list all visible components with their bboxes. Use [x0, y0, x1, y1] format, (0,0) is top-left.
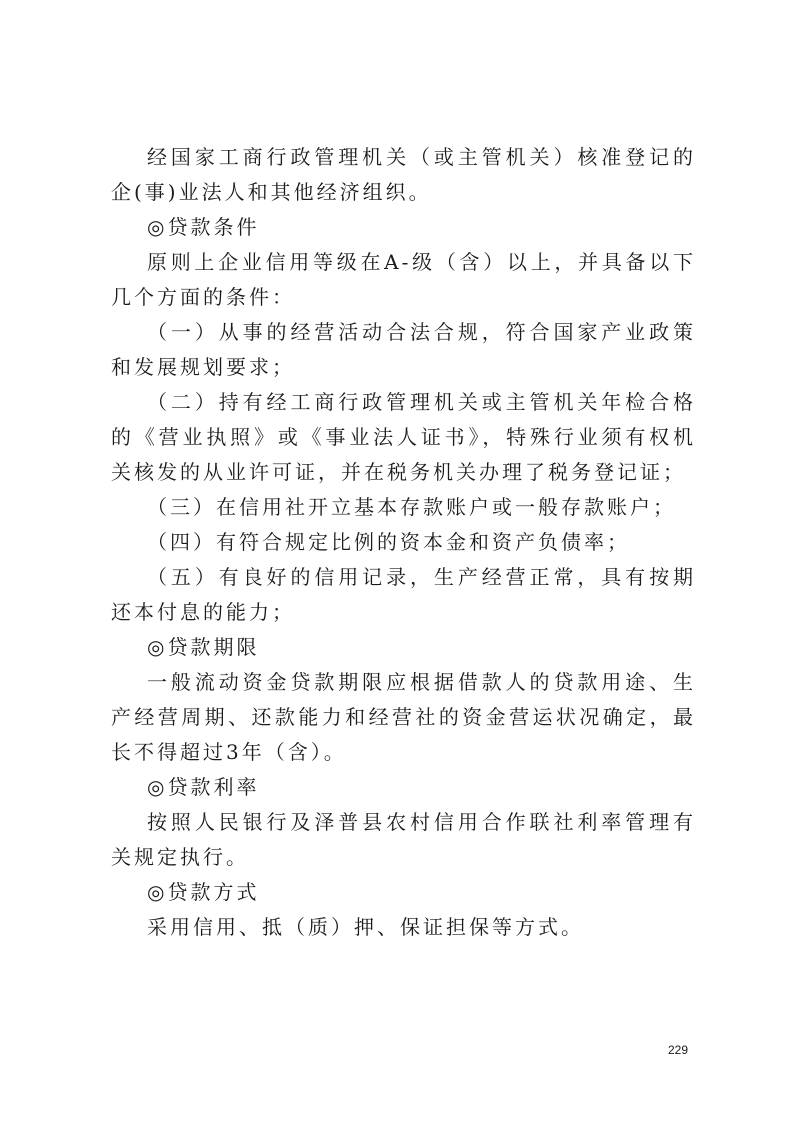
paragraph-condition-5: （五）有良好的信用记录，生产经营正常，具有按期还本付息的能力；: [111, 565, 696, 624]
paragraph-conditions-intro: 原则上企业信用等级在A-级（含）以上，并具备以下几个方面的条件：: [111, 250, 696, 309]
paragraph-loan-term: 一般流动资金贷款期限应根据借款人的贷款用途、生产经营周期、还款能力和经营社的资金营运状况确定，最长不得超过3年（含）。: [111, 670, 696, 764]
paragraph-condition-2: （二）持有经工商行政管理机关或主管机关年检合格的《营业执照》或《事业法人证书》，特殊行业须有权机关核发的从业许可证，并在税务机关办理了税务登记证；: [111, 390, 696, 484]
heading-loan-rate: ◎贷款利率: [147, 775, 260, 799]
page-number: 229: [668, 1043, 689, 1057]
document-body: [111, 140, 696, 945]
heading-loan-method: ◎贷款方式: [147, 880, 260, 904]
heading-loan-conditions: ◎贷款条件: [147, 215, 260, 239]
paragraph-condition-1: （一）从事的经营活动合法合规，符合国家产业政策和发展规划要求；: [111, 320, 696, 379]
paragraph-eligibility: 经国家工商行政管理机关（或主管机关）核准登记的企(事)业法人和其他经济组织。: [111, 145, 696, 204]
paragraph-condition-4: （四）有符合规定比例的资本金和资产负债率；: [147, 530, 630, 554]
paragraph-loan-rate: 按照人民银行及泽普县农村信用合作联社利率管理有关规定执行。: [111, 810, 696, 869]
paragraph-loan-method: 采用信用、抵（质）押、保证担保等方式。: [147, 915, 584, 939]
paragraph-condition-3: （三）在信用社开立基本存款账户或一般存款账户；: [147, 495, 676, 519]
heading-loan-term: ◎贷款期限: [147, 635, 260, 659]
